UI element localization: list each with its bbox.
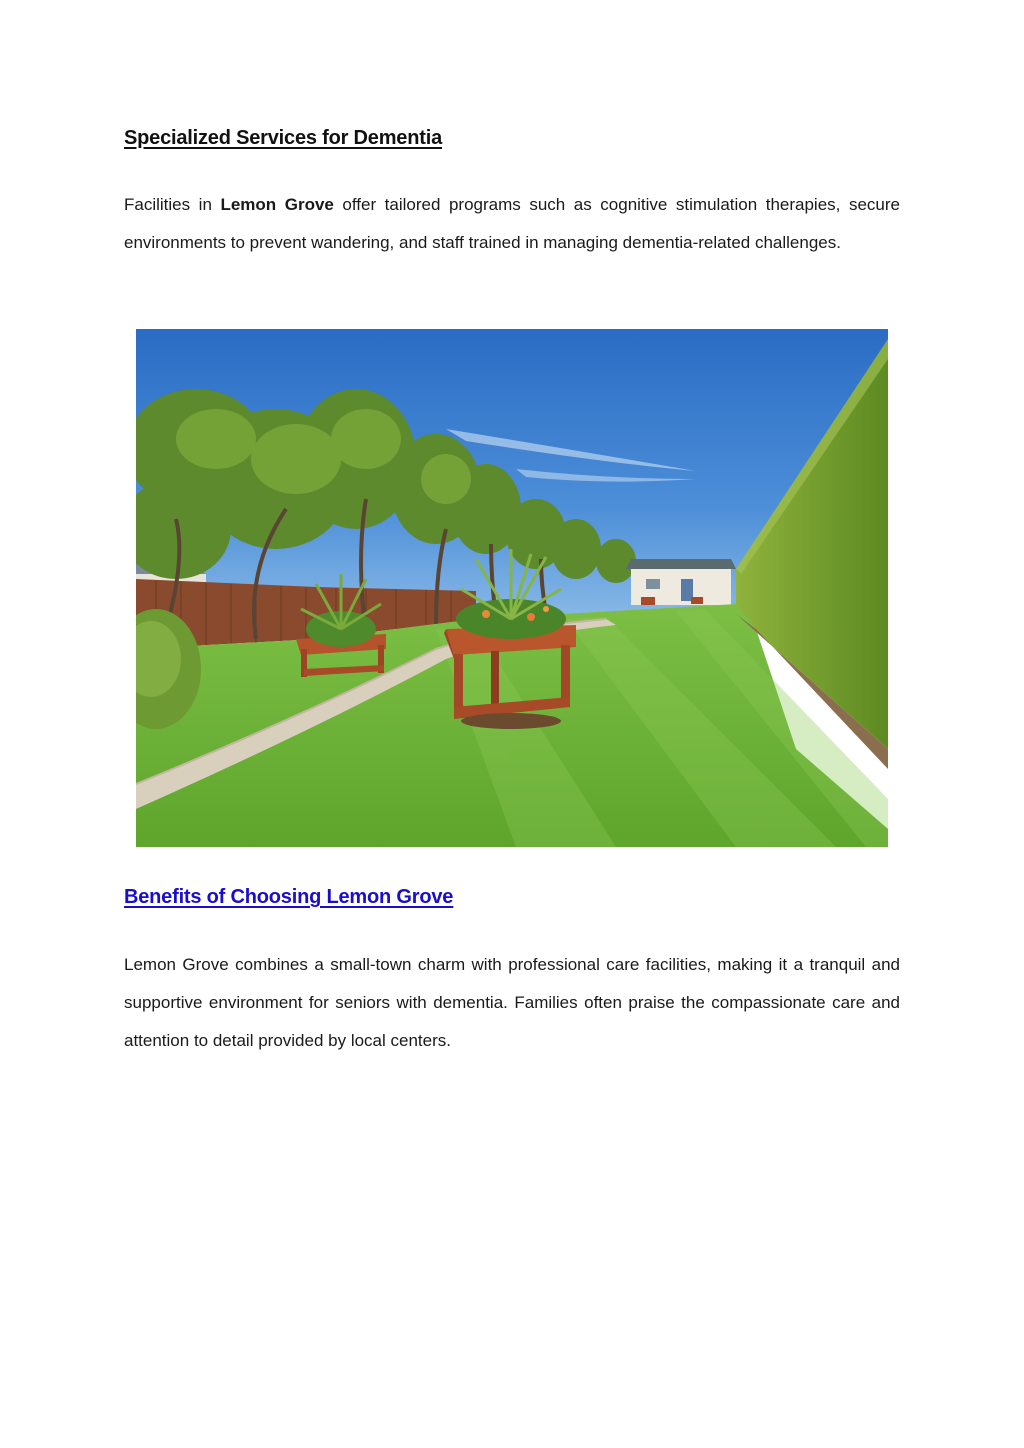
paragraph-text-end: offer tailored programs such as cognitive stimulation therapies, secure environments to prevent wandering, and staff trained in managing dementia-related challenges. (124, 195, 900, 252)
paragraph-bold-location: Lemon Grove (220, 195, 334, 214)
garden-courtyard-photo (136, 329, 888, 847)
section-paragraph-specialized-services (124, 186, 900, 262)
paragraph-text-start: Facilities in (124, 195, 221, 214)
section-paragraph-benefits: Lemon Grove combines a small-town charm with professional care facilities, making it a tranquil and supportive environment for seniors with dementia. Families often praise the compassionate care and attention to detail provided by local centers. (124, 955, 900, 1050)
section-heading-specialized-services: Specialized Services for Dementia (124, 127, 442, 149)
benefits-heading-link[interactable]: Benefits of Choosing Lemon Grove (124, 886, 454, 908)
section-heading-benefits (124, 886, 453, 909)
